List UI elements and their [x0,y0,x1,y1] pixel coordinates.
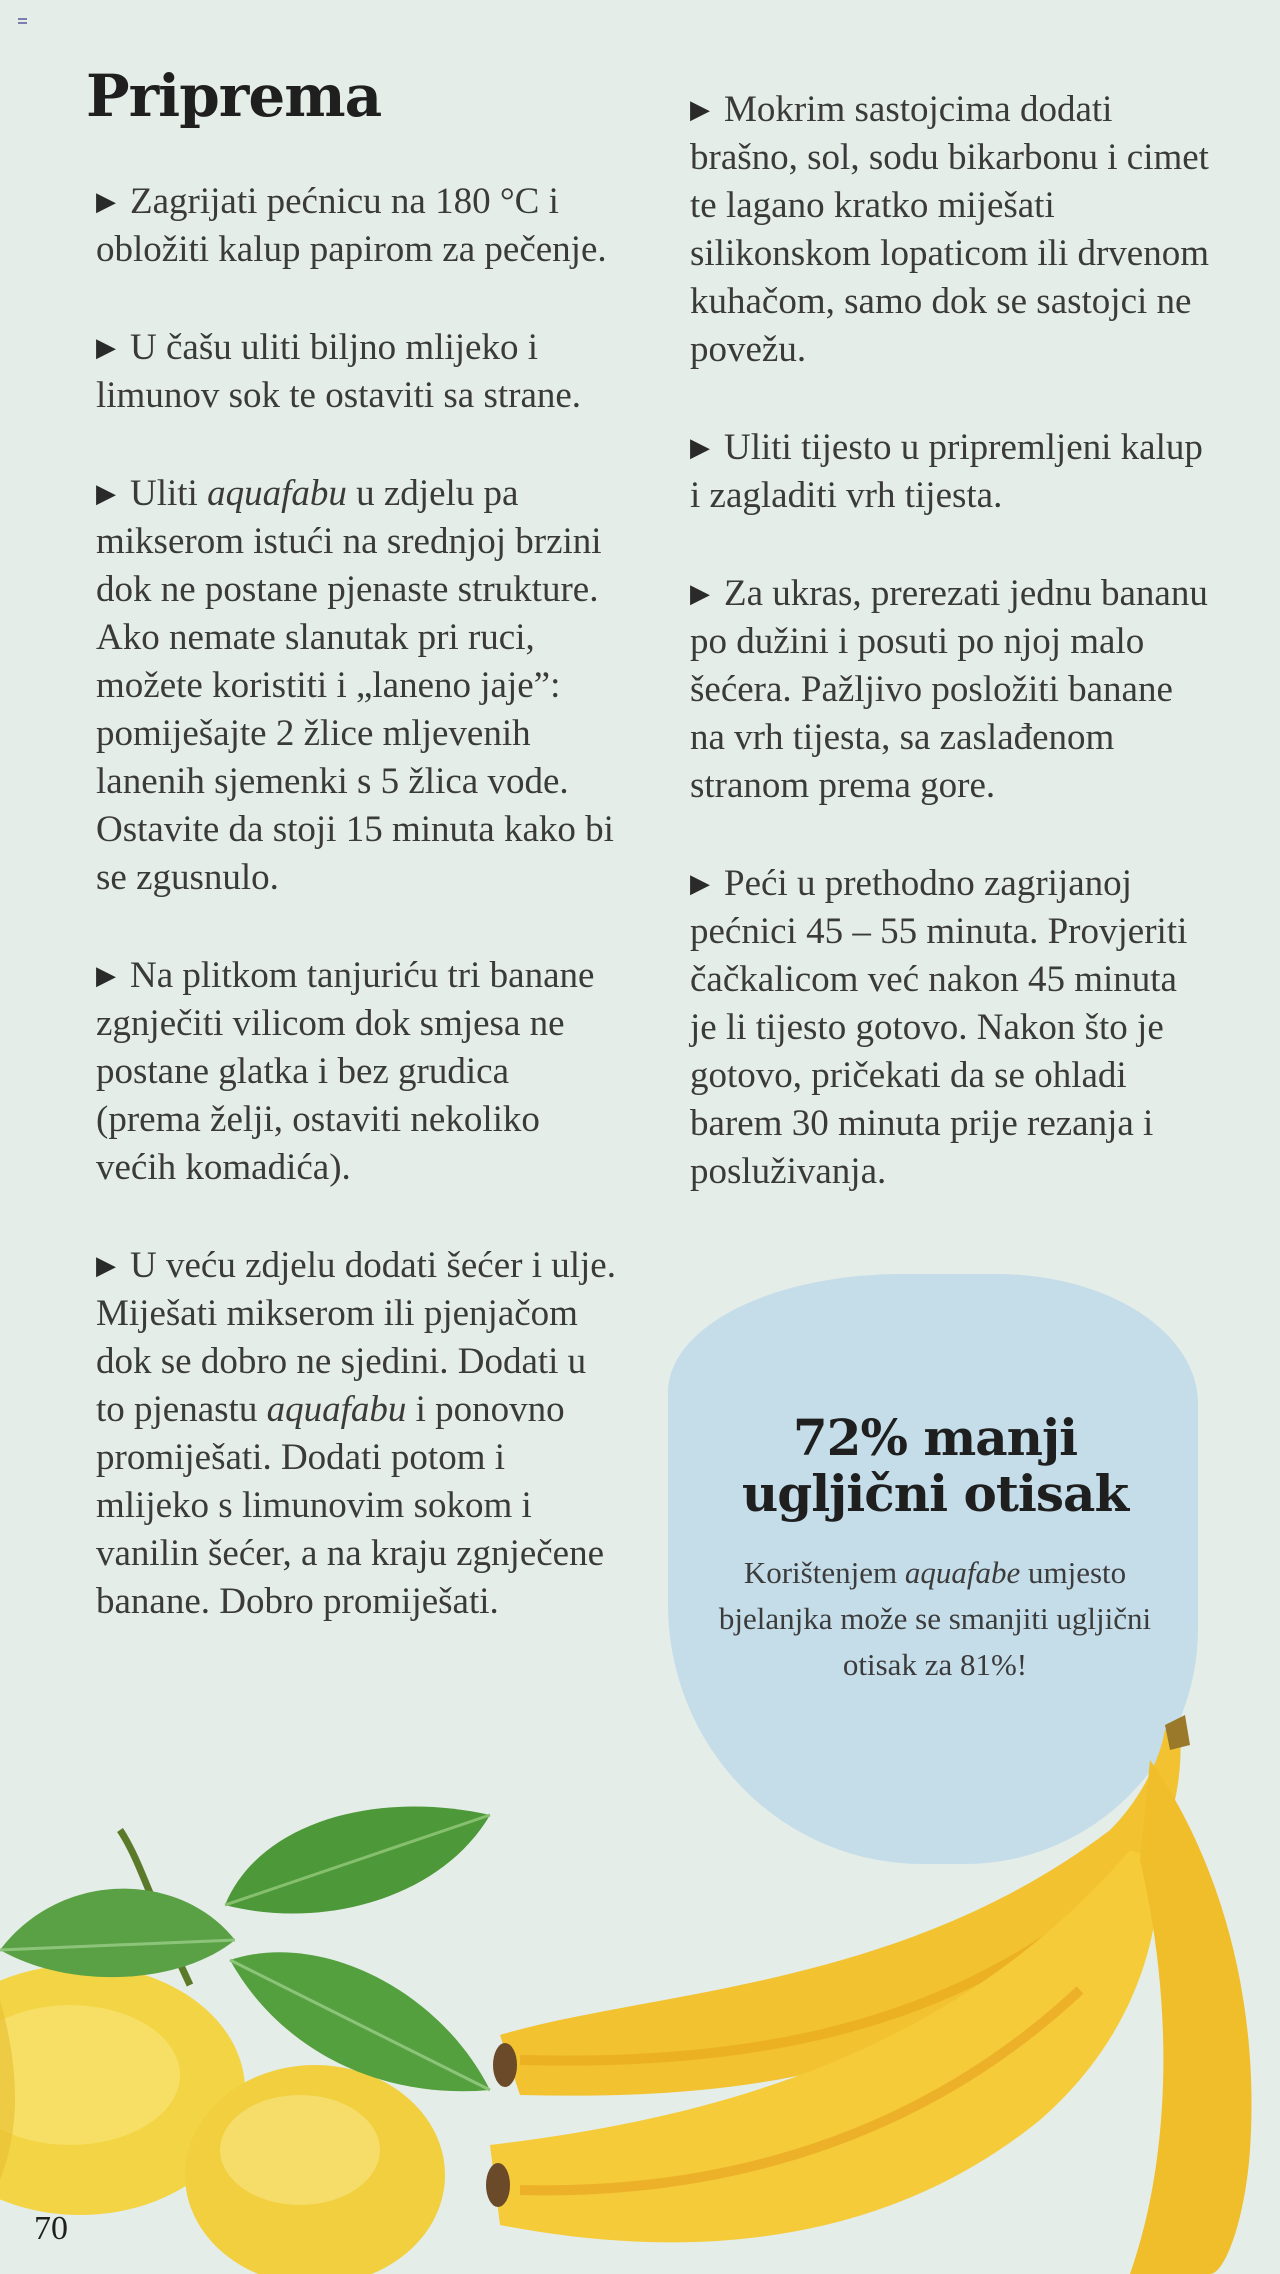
right-triangle-icon: ▶ [96,1251,116,1280]
step-9: ▶ Peći u prethodno zagrijanoj pećnici 45 – 55 minuta. Provjeriti čačkalicom već nakon 45 minuta je li tijesto gotovo. Nakon što je gotovo, pričekati da se ohladi barem 30 minuta prije rezanja i posluživanja. [690,863,1188,1192]
right-triangle-icon: ▶ [690,869,710,898]
banana-tip-2 [486,2163,510,2207]
right-triangle-icon: ▶ [96,479,116,508]
right-triangle-icon: ▶ [96,961,116,990]
page-title: Priprema [86,62,382,130]
step-3: ▶ Uliti aquafabu u zdjelu pa mikserom istući na srednjoj brzini dok ne postane pjenaste strukture. Ako nemate slanutak pri ruci, možete koristiti i „laneno jaje”: pomiješajte 2 žlice mljevenih lanenih sjemenki s 5 žlica vode. Ostavite da stoji 15 minuta kako bi se zgusnulo. [96,473,614,898]
step-2: ▶ U čašu uliti biljno mlijeko i limunov sok te ostaviti sa strane. [96,327,582,416]
step-1: ▶ Zagrijati pećnicu na 180 °C i obložiti kalup papirom za pečenje. [96,181,607,270]
right-triangle-icon: ▶ [690,579,710,608]
banana-tip-1 [493,2043,517,2087]
infobox-title: 72% manji ugljični otisak [741,1408,1129,1523]
infobox-text: Korištenjem aquafabe umjesto bjelanjka može se smanjiti ugljični otisak za 81%! [718,1555,1152,1682]
leaf-1 [0,1889,235,1977]
right-triangle-icon: ▶ [96,333,116,362]
page-number: 70 [34,2210,68,2247]
step-5: ▶ U veću zdjelu dodati šećer i ulje. Miješati mikserom ili pjenjačom dok se dobro ne sjedini. Dodati u to pjenastu aquafabu i ponovno promiješati. Dodati potom i mlijeko s limunovim sokom i vanilin šećer, a na kraju zgnječene banane. Dobro promiješati. [96,1245,616,1622]
step-7: ▶ Uliti tijesto u pripremljeni kalup i zagladiti vrh tijesta. [690,427,1203,516]
step-8: ▶ Za ukras, prerezati jednu bananu po dužini i posuti po njoj malo šećera. Pažljivo posložiti banane na vrh tijesta, sa zaslađenom stranom prema gore. [690,573,1208,806]
bananas-illustration [486,1715,1252,2274]
lemons-illustration [0,1806,490,2274]
right-triangle-icon: ▶ [690,95,710,124]
right-triangle-icon: ▶ [96,187,116,216]
right-triangle-icon: ▶ [690,433,710,462]
step-4: ▶ Na plitkom tanjuriću tri banane zgnječiti vilicom dok smjesa ne postane glatka i bez grudica (prema želji, ostaviti nekoliko većih komadića). [96,955,595,1188]
banana-right [1130,1760,1252,2274]
step-6: ▶ Mokrim sastojcima dodati brašno, sol, sodu bikarbonu i cimet te lagano kratko miješati silikonskom lopaticom ili drvenom kuhačom, samo dok se sastojci ne povežu. [690,89,1209,370]
